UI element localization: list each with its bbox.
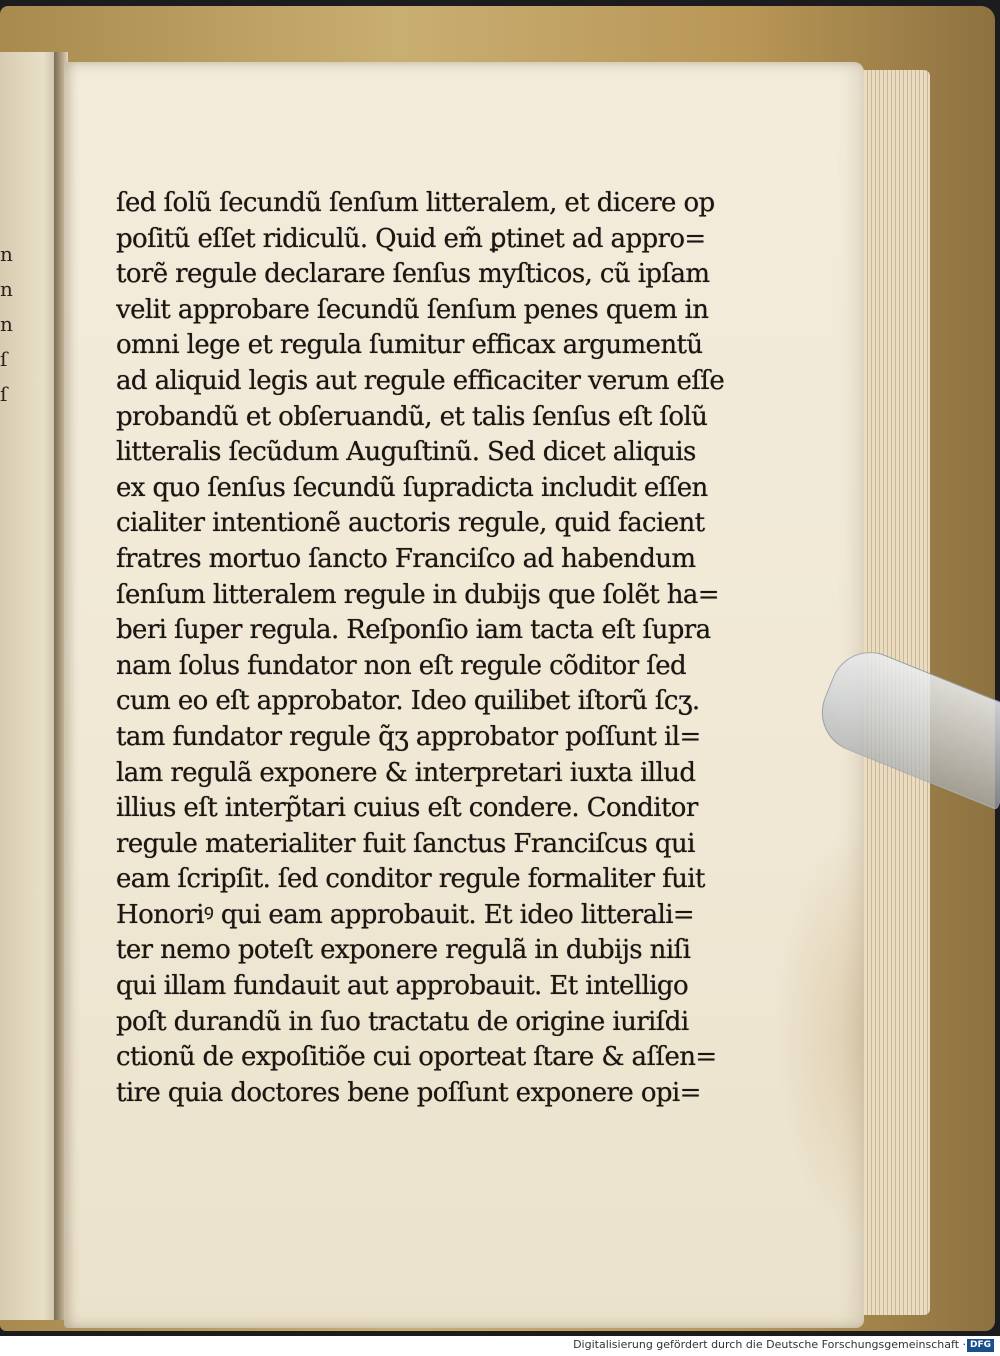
text-line: fratres mortuo ſancto Franciſco ad habendum bbox=[116, 543, 696, 574]
text-line: lam regulã exponere & interpretari iuxta illud bbox=[116, 757, 696, 788]
text-block bbox=[116, 186, 756, 1111]
text-line: tam fundator regule q̃ʒ approbator poſſunt il= bbox=[116, 721, 701, 752]
text-line: velit approbare ſecundũ ſenſum penes quem in bbox=[116, 294, 709, 325]
text-line: beri ſuper regula. Reſponſio iam tacta eſt ſupra bbox=[116, 615, 711, 646]
dfg-logo: DFG bbox=[967, 1339, 994, 1352]
left-margin-mark: n bbox=[0, 277, 13, 301]
text-line: probandũ et obſeruandũ, et talis ſenſus eſt ſolũ bbox=[116, 401, 708, 432]
text-line: cum eo eſt approbator. Ideo quilibet iſtorũ ſcʒ. bbox=[116, 686, 700, 717]
text-line: litteralis ſecũdum Auguſtinũ. Sed dicet aliquis bbox=[116, 437, 696, 468]
left-page-margin-text bbox=[0, 237, 14, 412]
text-line: ad aliquid legis aut regule efficaciter verum eſſe bbox=[116, 365, 725, 396]
digitization-credit: Digitalisierung gefördert durch die Deutsche Forschungsgemeinschaft · bbox=[573, 1338, 966, 1351]
footer-bar bbox=[0, 1336, 1000, 1356]
text-line: ctionũ de expoſitiõe cui oporteat ſtare & aſſen= bbox=[116, 1042, 717, 1073]
left-margin-mark: ſ bbox=[0, 347, 8, 371]
text-line: nam ſolus fundator non eſt regule cõditor ſed bbox=[116, 650, 687, 681]
left-page-fragment bbox=[0, 52, 62, 1320]
text-line: Honoriꝰ qui eam approbauit. Et ideo litterali= bbox=[116, 899, 695, 930]
text-line: tire quia doctores bene poſſunt exponere opi= bbox=[116, 1077, 701, 1108]
text-line: omni lege et regula ſumitur efficax argumentũ bbox=[116, 330, 703, 361]
text-line: ſed ſolũ ſecundũ ſenſum litteralem, et dicere op bbox=[116, 188, 715, 218]
text-line: cialiter intentionẽ auctoris regule, quid facient bbox=[116, 508, 705, 539]
text-line: qui illam fundauit aut approbauit. Et intelligo bbox=[116, 971, 689, 1002]
text-line: ex quo ſenſus ſecundũ ſupradicta includit eſſen bbox=[116, 472, 708, 503]
left-margin-mark: ſ bbox=[0, 382, 8, 406]
right-page bbox=[64, 62, 864, 1328]
text-line: torẽ regule declarare ſenſus myſticos, cũ ipſam bbox=[116, 259, 710, 290]
left-margin-mark: n bbox=[0, 312, 13, 336]
text-line: ſenſum litteralem regule in dubijs que ſolẽt ha= bbox=[116, 579, 719, 610]
page-stain bbox=[774, 822, 864, 1242]
text-line: illius eſt interp̃tari cuius eſt condere. Conditor bbox=[116, 793, 698, 824]
text-line: poſt durandũ in ſuo tractatu de origine iuriſdi bbox=[116, 1006, 689, 1037]
left-margin-mark: n bbox=[0, 242, 13, 266]
text-line: eam ſcripſit. ſed conditor regule formaliter fuit bbox=[116, 864, 705, 895]
text-line: ter nemo poteſt exponere regulã in dubijs niſi bbox=[116, 935, 691, 966]
text-line: poſitũ eſſet ridiculũ. Quid em̃ ꝑtinet ad appro= bbox=[116, 223, 706, 254]
text-line: regule materialiter fuit ſanctus Franciſcus qui bbox=[116, 828, 695, 859]
